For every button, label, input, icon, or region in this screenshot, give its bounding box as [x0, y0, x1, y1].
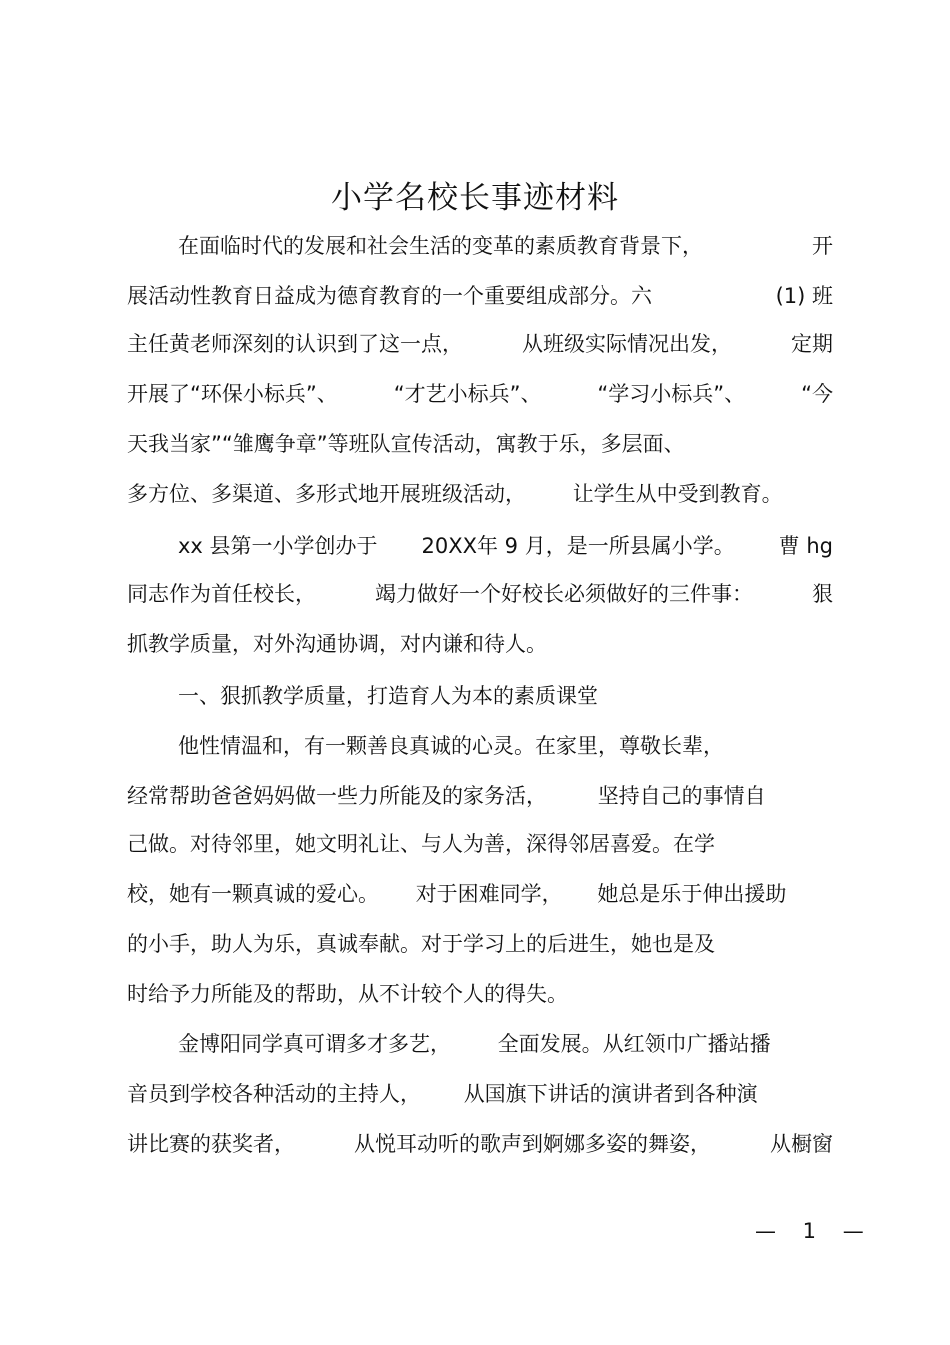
text-segment: 校，她有一颗真诚的爱心。: [127, 882, 379, 906]
text-line: [127, 878, 833, 910]
text-segment: “学习小标兵”、: [597, 382, 746, 406]
text-segment: 抓教学质量，对外沟通协调，对内谦和待人。: [127, 632, 547, 656]
text-segment: 开: [812, 234, 833, 258]
text-line: [178, 1028, 833, 1060]
text-line: [178, 730, 833, 762]
text-segment: 的小手，助人为乐，真诚奉献。对于学习上的后进生，她也是及: [127, 932, 715, 956]
text-segment: 从橱窗: [770, 1132, 833, 1156]
text-segment: xx 县第一小学创办于: [178, 534, 378, 558]
text-segment: 音员到学校各种活动的主持人，: [127, 1082, 421, 1106]
text-segment: 20XX年 9 月，是一所县属小学。: [421, 534, 735, 558]
text-segment: 狠: [812, 582, 833, 606]
text-segment: 开展了“环保小标兵”、: [127, 382, 338, 406]
text-segment: 时给予力所能及的帮助，从不计较个人的得失。: [127, 982, 568, 1006]
text-line: [127, 280, 833, 312]
text-segment: 从班级实际情况出发，: [522, 332, 732, 356]
text-line: [127, 578, 833, 610]
text-segment: 多方位、多渠道、多形式地开展班级活动，: [127, 482, 526, 506]
text-segment: 定期: [791, 332, 833, 356]
text-segment: 她总是乐于伸出援助: [597, 882, 787, 906]
text-segment: “才艺小标兵”、: [393, 382, 542, 406]
section-heading: [178, 680, 833, 712]
text-line: [127, 978, 833, 1010]
text-segment: 坚持自己的事情自: [597, 784, 766, 808]
text-line: [178, 230, 833, 262]
text-line: [127, 1128, 833, 1160]
text-segment: 一、狠抓教学质量，打造育人为本的素质课堂: [178, 684, 598, 708]
text-segment: 主任黄老师深刻的认识到了这一点，: [127, 332, 463, 356]
text-segment: 从国旗下讲话的演讲者到各种演: [463, 1082, 758, 1106]
text-line: [178, 530, 833, 562]
text-line: [127, 478, 833, 510]
text-line: [127, 428, 833, 460]
text-segment: 天我当家”“雏鹰争章”等班队宣传活动，寓教于乐，多层面、: [127, 432, 685, 456]
text-line: [127, 628, 833, 660]
text-line: [127, 378, 833, 410]
text-line: [127, 928, 833, 960]
text-line: [127, 1078, 833, 1110]
text-line: [127, 328, 833, 360]
text-line: [127, 780, 833, 812]
text-segment: 同志作为首任校长，: [127, 582, 316, 606]
text-segment: 经常帮助爸爸妈妈做一些力所能及的家务活，: [127, 784, 547, 808]
text-segment: 讲比赛的获奖者，: [127, 1132, 295, 1156]
text-segment: (1) 班: [775, 284, 833, 308]
text-segment: 在面临时代的发展和社会生活的变革的素质教育背景下，: [178, 234, 703, 258]
text-segment: 竭力做好一个好校长必须做好的三件事：: [375, 582, 753, 606]
text-segment: 全面发展。从红领巾广播站播: [497, 1032, 771, 1056]
text-segment: 从悦耳动听的歌声到婀娜多姿的舞姿，: [354, 1132, 711, 1156]
text-segment: 己做。对待邻里，她文明礼让、与人为善，深得邻居喜爱。在学: [127, 832, 715, 856]
text-segment: “今: [801, 382, 833, 406]
text-segment: 金博阳同学真可谓多才多艺，: [178, 1032, 451, 1056]
text-segment: 展活动性教育日益成为德育教育的一个重要组成部分。六: [127, 284, 652, 308]
text-line: [127, 828, 833, 860]
text-segment: 对于困难同学，: [415, 882, 563, 906]
text-segment: 曹 hg: [778, 534, 833, 558]
document-title: 小学名校长事迹材料: [331, 180, 619, 216]
text-segment: 他性情温和，有一颗善良真诚的心灵。在家里，尊敬长辈，: [178, 734, 724, 758]
text-segment: 让学生从中受到教育。: [572, 482, 783, 506]
page-number: — 1 —: [755, 1219, 874, 1243]
